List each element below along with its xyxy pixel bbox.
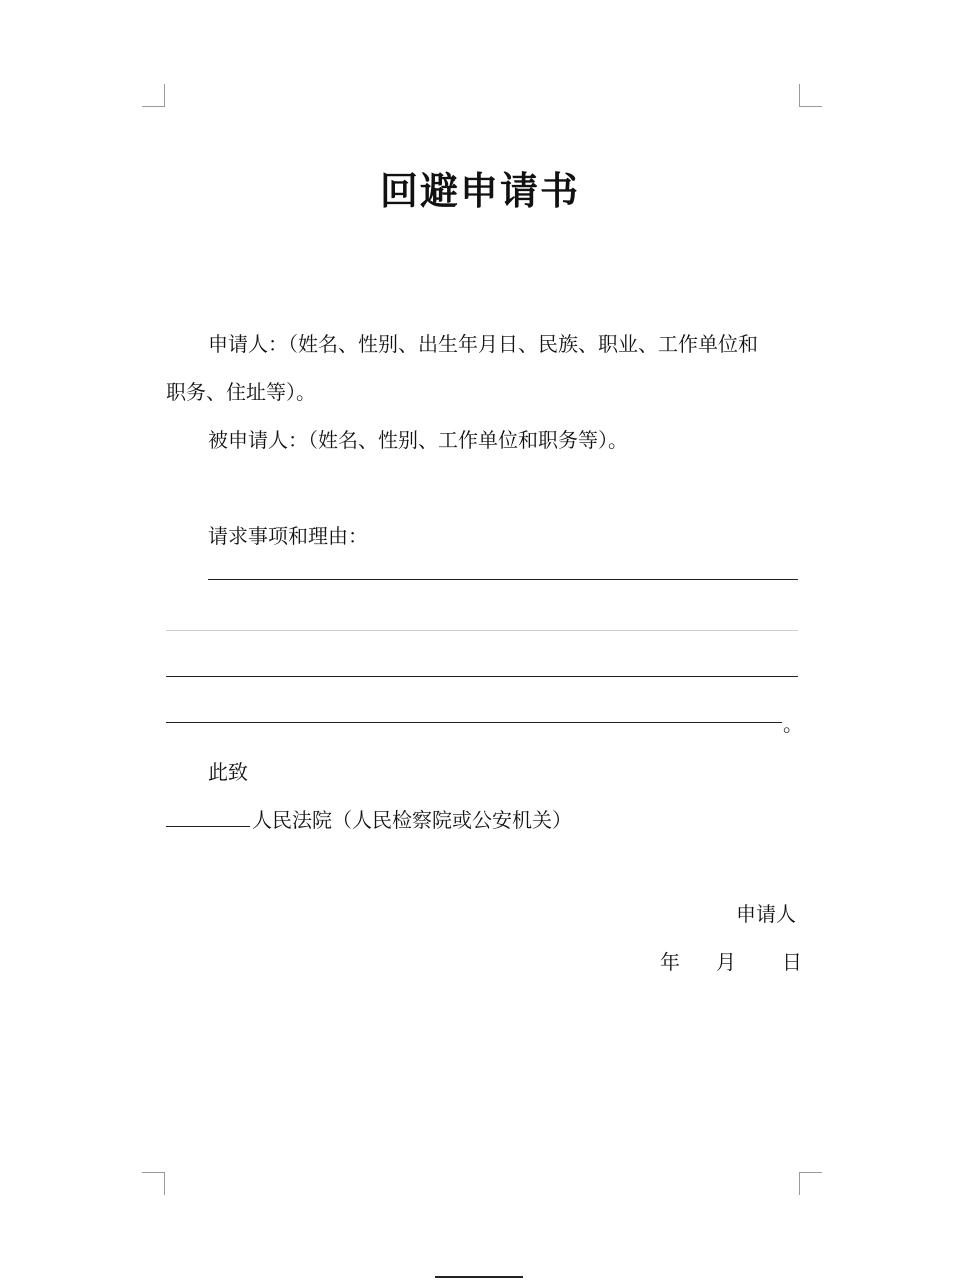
answer-line-1 — [208, 579, 798, 580]
crop-mark-bottom-left — [142, 1172, 165, 1195]
answer-line-4 — [166, 722, 782, 723]
court-name-blank — [166, 808, 250, 827]
applicant-line-1: 申请人：（姓名、性别、出生年月日、民族、职业、工作单位和 — [208, 332, 758, 356]
signature-label: 申请人 — [736, 902, 796, 926]
crop-mark-top-right — [799, 84, 822, 107]
crop-mark-bottom-right — [799, 1172, 822, 1195]
page-footer-bar — [435, 1276, 523, 1278]
end-period: 。 — [783, 712, 803, 736]
respondent-line: 被申请人：（姓名、性别、工作单位和职务等）。 — [208, 428, 628, 452]
request-heading: 请求事项和理由： — [208, 524, 368, 548]
court-text: 人民法院（人民检察院或公安机关） — [252, 808, 572, 832]
answer-line-2 — [166, 630, 798, 631]
crop-mark-top-left — [142, 84, 165, 107]
applicant-line-2: 职务、住址等）。 — [166, 380, 316, 404]
answer-line-3 — [166, 676, 798, 677]
document-title: 回避申请书 — [379, 169, 580, 213]
date-month: 月 — [716, 950, 736, 974]
date-day: 日 — [782, 950, 802, 974]
salutation: 此致 — [208, 760, 248, 784]
date-line — [660, 950, 802, 974]
court-line — [166, 808, 572, 832]
date-year: 年 — [660, 950, 680, 974]
